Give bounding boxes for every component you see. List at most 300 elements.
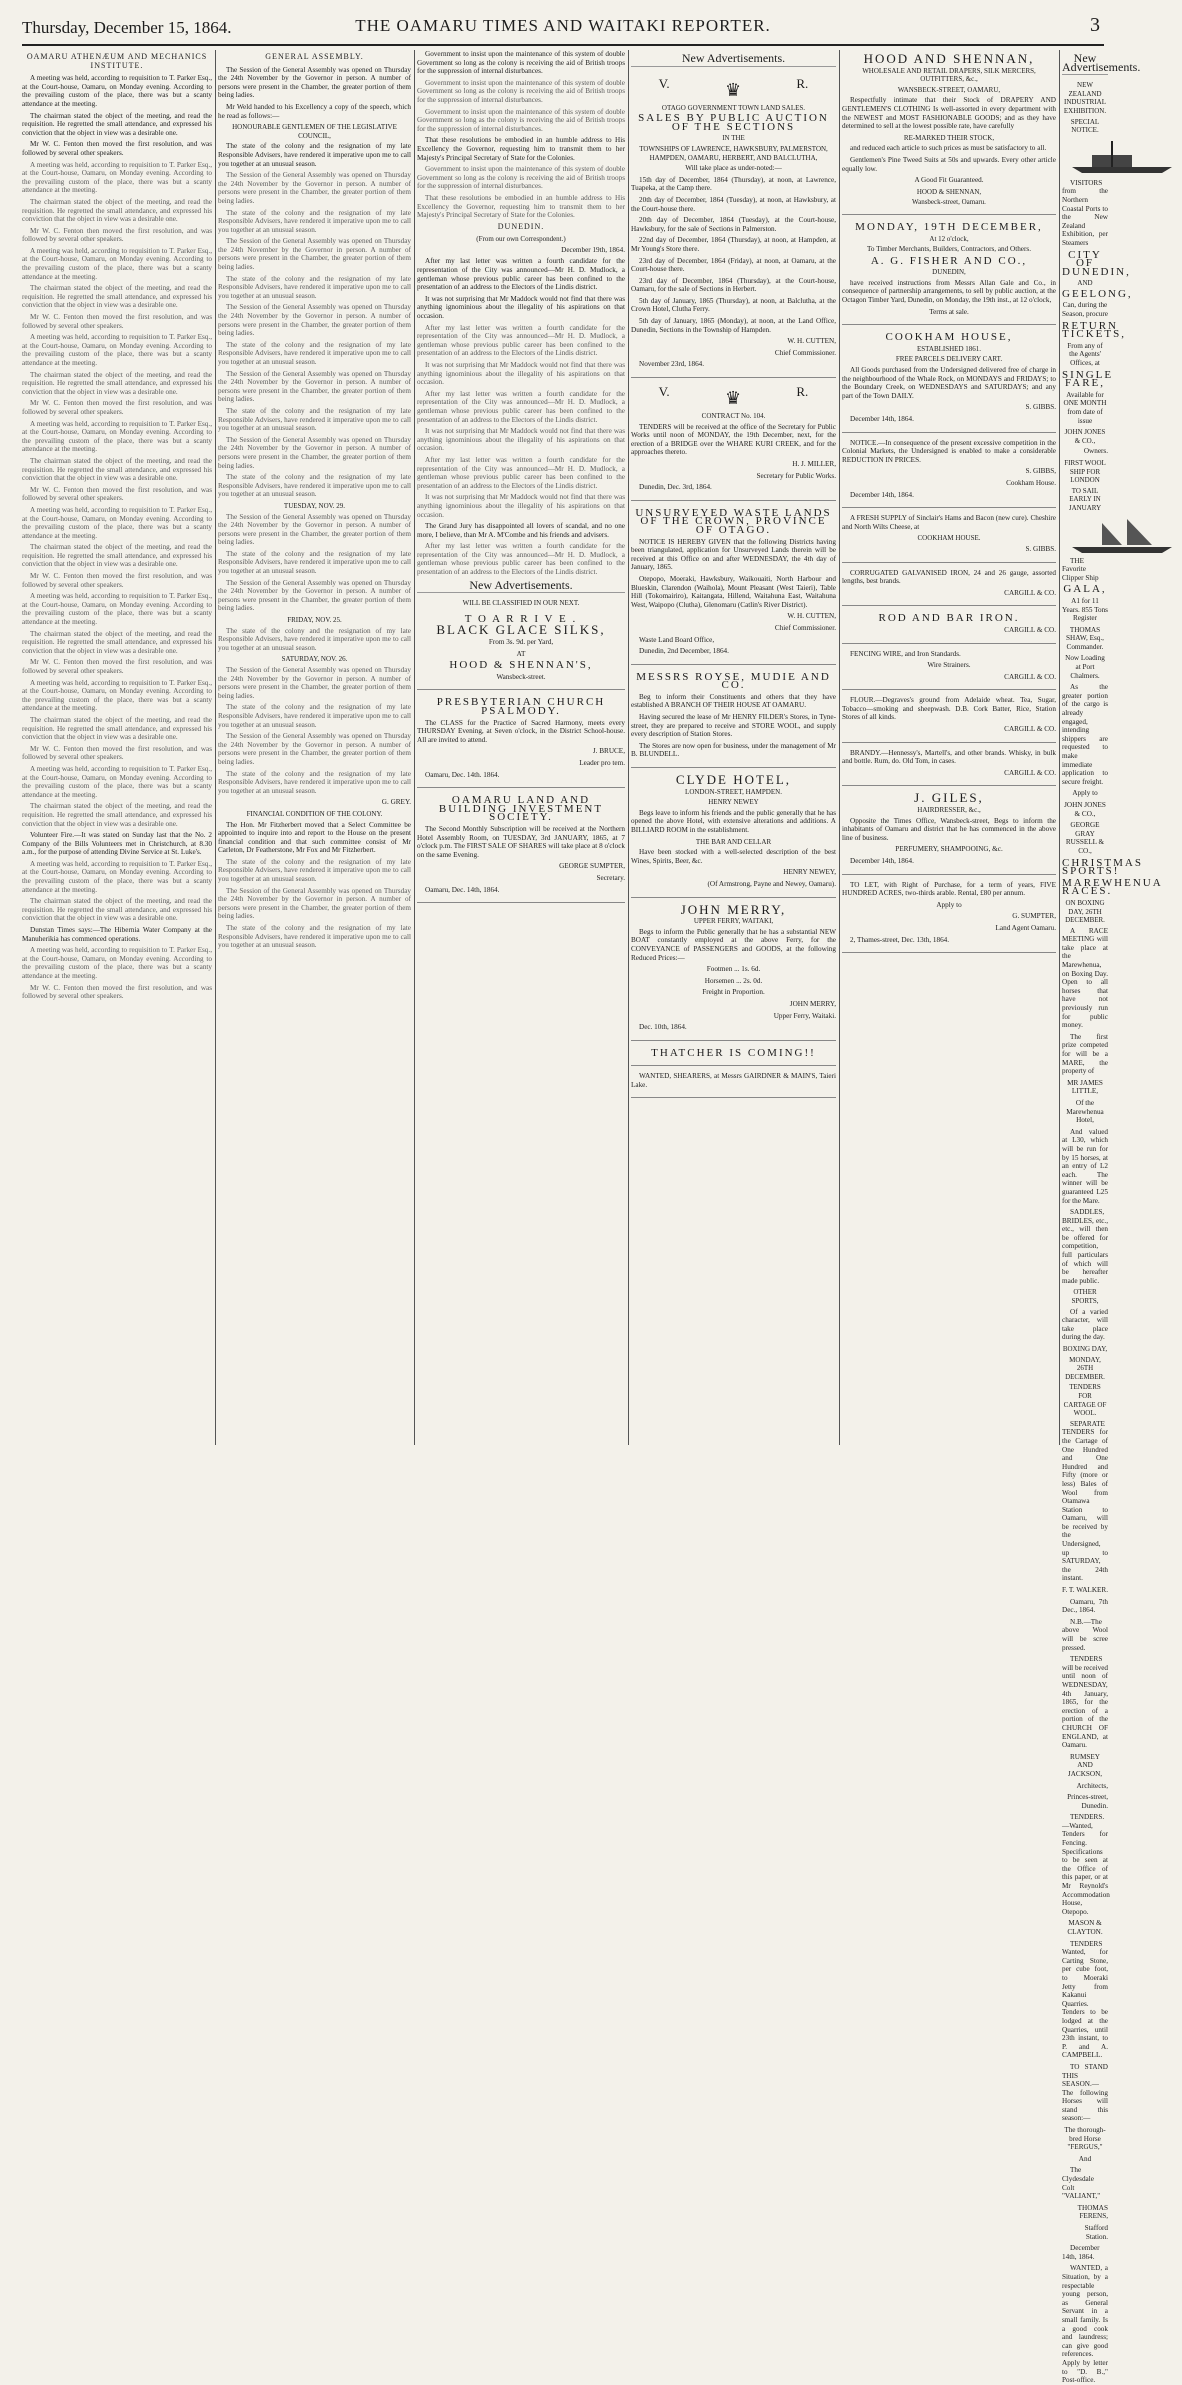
article-paragraph: The chairman stated the object of the meeting, and read the requisition. He regretted the small attendance, and expressed his conviction that the object in view was a desirable one. [22, 715, 212, 742]
parcels-title: FREE PARCELS DELIVERY CART. [895, 355, 1003, 364]
advert-body: SEPARATE TENDERS for the Cartage of One Hundred and One Hundred and Fifty (more or less) Bales of Wool from Otamawa Station to Oamaru, will be received by the Undersigned, up to SATURDAY, the 24th instant. [1062, 1419, 1108, 1583]
waste-title: UNSURVEYED WASTE LANDS OF THE CROWN, PROVINCE OF OTAGO. [635, 506, 832, 536]
article-paragraph: A meeting was held, according to requisition to T. Parker Esq., at the Court-house, Oamaru, on Monday evening. According to the prevailing custom of the place, there was but a scanty attendance at the meeting. [22, 160, 212, 195]
column-divider [628, 50, 629, 1445]
sail-title: TO SAIL EARLY IN JANUARY [1068, 486, 1102, 512]
hams-at: COOKHAM HOUSE. [917, 534, 981, 543]
contract-title: CONTRACT No. 104. [701, 412, 766, 421]
article-paragraph: The Session of the General Assembly was opened on Thursday the 24th November by the Governor in person. A number of persons were present in the Chamber, the greater portion of them being ladies. [218, 237, 411, 272]
races-title: MAREWHENUA RACES. [1062, 876, 1163, 898]
and-text: AND [1077, 279, 1093, 288]
to-arrive-heading: T O A R R I V E . [464, 612, 578, 625]
advert-body: From any of the Agents' Offices, at [1067, 341, 1103, 368]
presbyterian-advert [417, 693, 625, 788]
column-2 [218, 50, 411, 1445]
article-paragraph: The chairman stated the object of the meeting, and read the requisition. He regretted the small attendance, and expressed his conviction that the object in view was a desirable one. [22, 629, 212, 655]
cypher-v: V. [658, 75, 670, 91]
boxing-day: BOXING DAY, [1062, 1345, 1108, 1353]
assembly-heading: GENERAL ASSEMBLY. [265, 52, 364, 61]
advert-signature: MASON & CLAYTON. [1067, 1919, 1103, 1936]
cypher-v: V. [658, 384, 670, 400]
boxing-title: ON BOXING DAY, 26TH DECEMBER. [1065, 898, 1105, 925]
timber-to: To Timber Merchants, Builders, Contractors, and Others. [867, 245, 1031, 254]
article-paragraph: A meeting was held, according to requisition to T. Parker Esq., at the Court-house, Oamaru, on Monday evening. According to the prevailing custom of the place, there was but a scanty attendance at the meeting. [22, 946, 212, 980]
thatcher-advert [631, 1044, 836, 1067]
fare-line: Horsemen ... 2s. 0d. [704, 976, 763, 985]
article-paragraph: The chairman stated the object of the meeting, and read the requisition. He regretted the small attendance, and expressed his conviction that the object in view was a desirable one. [22, 284, 212, 310]
sales-in: IN THE [722, 134, 745, 143]
article-paragraph: A meeting was held, according to requisition to T. Parker Esq., at the Court-house, Oamaru, on Monday evening. According to the prevailing custom of the place, there was but a scanty attendance at the meeting. [22, 419, 212, 454]
silks-at: AT [516, 649, 526, 658]
race-owner: MR JAMES LITTLE, [1067, 1078, 1103, 1096]
article-paragraph: Mr W. C. Fenton then moved the first resolution, and was followed by several other speakers. [22, 744, 212, 762]
article-paragraph: Government to insist upon the maintenance of this system of double Government so long as the colony is receiving the aid of British troops for the suppression of internal disturbances. [417, 165, 625, 191]
silks-price: From 3s. 9d. per Yard, [488, 638, 554, 647]
hams-advert [842, 511, 1056, 562]
crown-icon: ♛ [724, 79, 742, 100]
advert-role: Stafford Station. [1084, 2224, 1108, 2241]
advert-body: TENDERS will be received at the office of the Secretary for Public Works until noon of MONDAY, the 19th December, next, for the erection of a BRIDGE over the WHARE KURI CREEK, and for the approaches thereto. [631, 422, 836, 457]
gala-name: GALA, [1063, 583, 1107, 596]
advert-role: Secretary for Public Works. [756, 471, 836, 480]
article-paragraph: A meeting was held, according to requisition to T. Parker Esq., at the Court-house, Oamaru, on Monday evening. According to the prevailing custom of the place, there was but a scanty attendance at the meeting. [22, 505, 212, 540]
advert-body: WANTED, SHEARERS, at Messrs GAIRDNER & MAIN'S, Taieri Lake. [631, 1072, 836, 1089]
advert-body: PERFUMERY, SHAMPOOING, &c. [895, 845, 1003, 854]
article-paragraph: The chairman stated the object of the meeting, and read the requisition. He regretted the small attendance, and expressed his conviction that the object in view was a desirable one. [22, 111, 212, 137]
article-paragraph: The state of the colony and the resignation of my late Responsible Advisers, have rendered it imperative upon me to call you together at an unusual season. [218, 274, 411, 300]
advert-signature: W. H. CUTTEN, [787, 337, 836, 346]
advert-signature: HOOD & SHENNAN, [916, 187, 982, 196]
race-hotel: Of the Marewhenua Hotel, [1066, 1098, 1104, 1125]
advert-body: Can, during the Season, procure [1062, 301, 1108, 319]
advert-body: have received instructions from Messrs Allan Gale and Co., in consequence of partnership arrangements, to sell by public auction, at the Octagon Timber Yard, Dunedin, on Monday, the 19th inst., at 12 o'clock, [842, 278, 1056, 305]
advert-role: Leader pro tem. [579, 758, 625, 767]
iron-advert [842, 566, 1056, 607]
royse-advert [631, 668, 836, 768]
return-tickets: RETURN TICKETS, [1062, 319, 1126, 341]
advert-signature: JOHN JONES & CO., [1064, 428, 1106, 445]
date-heading: SATURDAY, NOV. 26. [281, 655, 348, 664]
article-paragraph: Mr W. C. Fenton then moved the first resolution, and was followed by several other speakers. [22, 313, 212, 330]
article-paragraph: A meeting was held, according to requisition to T. Parker Esq., at the Court-house, Oamaru, on Monday evening. According to the prevailing custom of the place, there was but a scanty attendance at the meeting. [22, 246, 212, 281]
classified-notice: WILL BE CLASSIFIED IN OUR NEXT. [462, 599, 580, 608]
article-paragraph: The state of the colony and the resignation of my late Responsible Advisers, have rendered it imperative upon me to call you together at an unusual season. [218, 857, 411, 884]
advert-date: Oamaru, Dec. 14th, 1864. [425, 885, 500, 894]
sale-item: 20th day of December, 1864 (Tuesday), at noon, at Hawksbury, at the Court-house there. [631, 195, 836, 213]
advert-body: A RACE MEETING will take place at the Marewhenua, on Boxing Day. Open to all horses that have not previously run for public money. [1062, 926, 1108, 1030]
sale-item: 22nd day of December, 1864 (Thursday), at noon, at Hampden, at Mr Young's Store there. [631, 236, 836, 253]
article-paragraph: The Session of the General Assembly was opened on Thursday the 24th November by the Governor in person. A number of persons were present in the Chamber, the greater portion of them being ladies. [218, 578, 411, 613]
ship-name: GEELONG, [1062, 287, 1133, 300]
flour-advert [842, 693, 1056, 742]
rod-iron-advert [842, 609, 1056, 643]
signature: G. GREY. [381, 798, 411, 807]
hood-shennan-advert [842, 50, 1056, 215]
advert-date: Oamaru, 7th Dec., 1864. [1062, 1597, 1108, 1615]
article-paragraph: The state of the colony and the resignation of my late Responsible Advisers, have rendered it imperative upon me to call you together at an unusual season. [218, 142, 411, 168]
masthead [22, 8, 1104, 46]
hood-street: WANSBECK-STREET, OAMARU, [897, 85, 1001, 94]
advert-role: Chief Commissioner. [774, 623, 836, 632]
article-paragraph: The Session of the General Assembly was opened on Thursday the 24th November by the Governor in person. A number of persons were present in the Chamber, the greater portion of them being ladies. [218, 666, 411, 700]
let-apply: Apply to [936, 900, 962, 909]
merry-address: UPPER FERRY, WAITAKI, [693, 917, 774, 926]
article-paragraph: The state of the colony and the resignation of my late Responsible Advisers, have rendered it imperative upon me to call you together at an unusual season. [218, 208, 411, 234]
advert-body: Now Loading at Port Chalmers. [1065, 654, 1105, 680]
advert-body: TENDERS will be received until noon of WEDNESDAY, 4th January, 1865, for the erection of a portion of the CHURCH OF ENGLAND, at Oamaru. [1062, 1655, 1108, 1750]
advert-body: CORRUGATED GALVANISED IRON, 24 and 26 gauge, assorted lengths, best brands. [842, 568, 1056, 586]
advert-body: VISITORS from the Northern Coastal Ports to the New Zealand Exhibition, per Steamers [1062, 178, 1108, 247]
crown-icon: ♛ [724, 388, 742, 409]
column-1 [22, 50, 212, 1445]
advert-date: December 14th, 1864. [850, 415, 914, 423]
advert-signature: HENRY NEWEY, [783, 868, 836, 877]
column-divider [414, 50, 415, 1445]
sale-item: 5th day of January, 1865 (Monday), at noon, at the Land Office, Dunedin, Sections in the Township of Hampden. [631, 317, 836, 334]
advert-body: Opposite the Times Office, Wansbeck-street, Begs to inform the inhabitants of Oamaru and district that he has commenced in the above line of business. [842, 816, 1056, 842]
article-paragraph: A meeting was held, according to requisition to T. Parker Esq., at the Court-house, Oamaru, on Monday evening. According to the prevailing custom of the place, there was but a scanty attendance at the meeting. [22, 74, 212, 108]
single-fare: SINGLE FARE, [1062, 368, 1114, 390]
royal-cypher [631, 384, 836, 409]
shearers-advert [631, 1069, 836, 1098]
fencing-advert [842, 647, 1056, 691]
advert-body: The thorough-bred Horse "FERGUS," [1064, 2126, 1106, 2152]
advert-signature: H. J. MILLER, [792, 460, 836, 468]
new-advertisements-heading: New Advertisements. [631, 54, 836, 67]
sales-title: SALES BY PUBLIC AUCTION OF THE SECTIONS [638, 112, 829, 133]
land-society-advert [417, 791, 625, 903]
advert-body: A1 for 11 Years. 855 Tons Register [1062, 596, 1108, 623]
article-paragraph: Dunstan Times says:—The Hibernia Water Company at the Manuherikia has commenced operations. [22, 926, 212, 943]
advert-role: Cookham House. [1006, 478, 1056, 487]
article-paragraph: Mr W. C. Fenton then moved the first resolution, and was followed by several other speakers. [22, 658, 212, 675]
advert-date: December 14th, 1864. [1062, 2244, 1100, 2261]
article-paragraph: The state of the colony and the resignation of my late Responsible Advisers, have rendered it imperative upon me to call you together at an unusual season. [218, 549, 411, 576]
advert-signature: GEORGE GRAY RUSSELL & CO., [1065, 821, 1105, 855]
bar-cellar-heading: THE BAR AND CELLAR [695, 837, 772, 846]
advert-body: THOMAS SHAW, Esq., Commander. [1066, 625, 1104, 651]
ship-name: CITY OF DUNEDIN, [1062, 248, 1131, 278]
fence-title: FENCING WIRE, and Iron Standards. [850, 649, 961, 658]
article-paragraph: Government to insist upon the maintenance of this system of double Government so long as the colony is receiving the aid of British troops for the suppression of internal disturbances. [417, 78, 625, 104]
advert-signature: J. BRUCE, [592, 747, 625, 756]
advert-body: The Clydesdale Colt "VALIANT," [1062, 2166, 1101, 2201]
special-notice: SPECIAL NOTICE. [1070, 117, 1100, 135]
dunedin-heading: DUNEDIN. [497, 221, 545, 231]
article-paragraph: The Hon. Mr Fitzherbert moved that a Select Committee be appointed to inquire into and report to the House on the present financial condition and that such committee consist of Mr Carleton, Dr Featherstone, Mr Fox and Mr Fitzherbert. [218, 820, 411, 855]
steamship-icon [1062, 137, 1182, 177]
column-divider [839, 50, 840, 1445]
sale-item: 5th day of January, 1865 (Thursday), at noon, at Balclutha, at the Crown Hotel, Clutha Ferry. [631, 296, 836, 314]
land-society-title: OAMARU LAND AND BUILDING INVESTMENT SOCIETY. [438, 794, 604, 824]
advert-body: NOTICE IS HEREBY GIVEN that the following Districts having been triangulated, application for Unsurveyed Lands therein will be received at this Office on and after WEDNESDAY, the 4th day of January, 1865. [631, 537, 836, 572]
otago-title: OTAGO GOVERNMENT TOWN LAND SALES. [661, 103, 806, 112]
clyde-address: LONDON-STREET, HAMPDEN. [685, 787, 782, 796]
advert-date: Oamaru, Dec. 14th. 1864. [425, 770, 500, 779]
advert-role: Architects, [1076, 1781, 1108, 1790]
advert-body: Beg to inform their Constituents and others that they have established A BRANCH OF THEIR HOUSE AT OAMARU. [631, 692, 836, 710]
advert-terms: Terms at sale. [929, 307, 969, 316]
article-paragraph: Mr W. C. Fenton then moved the first resolution, and was followed by several other speakers. [22, 485, 212, 503]
article-paragraph: Mr W. C. Fenton then moved the first resolution, and was followed by several other speakers. [22, 226, 212, 244]
article-paragraph: After my last letter was written a fourth candidate for the representation of the City was announced—Mr H. D. Mudlock, a gentleman whose previous public career has been confined to the presentation of an address to the Electors of the Lindis district. [417, 455, 625, 490]
advert-date: Dunedin, 2nd December, 1864. [639, 647, 729, 656]
advert-date: November 23rd, 1864. [639, 360, 705, 369]
advert-body: And valued at L30, which will be run for by 15 horses, at an entry of L2 each. The winner will be guaranteed L25 for the Mare. [1062, 1127, 1108, 1205]
silks-advert [417, 610, 625, 691]
issue-date: Thursday, December 15, 1864. [22, 18, 232, 37]
advert-body: TO STAND THIS SEASON.—The following Horses will stand this season:— [1062, 2062, 1108, 2123]
article-paragraph: The state of the colony and the resignation of my late Responsible Advisers, have rendered it imperative upon me to call you together at an unusual season. [218, 703, 411, 729]
advert-body: Begs leave to inform his friends and the public generally that he has opened the above Hotel, with extensive alterations and additions. A BILLIARD ROOM in the establishment. [631, 808, 836, 834]
article-paragraph: It was not surprising that Mr Maddock would not find that there was anything ignominious about the illegality of his aspirations on that occasion. [417, 493, 625, 519]
article-paragraph: That these resolutions be embodied in an humble address to His Excellency the Governor, requesting him to transmit them to her Majesty's Principal Secretary of State for the Colonies. [417, 136, 625, 162]
article-paragraph: A meeting was held, according to requisition to T. Parker Esq., at the Court-house, Oamaru, on Monday evening. According to the prevailing custom of the place, there was but a scanty attendance at the meeting. [22, 333, 212, 367]
article-paragraph: Mr Weld handed to his Excellency a copy of the speech, which he read as follows:— [218, 102, 411, 120]
article-paragraph: That these resolutions be embodied in an humble address to His Excellency the Governor, requesting him to transmit them to her Majesty's Principal Secretary of State for the Colonies. [417, 193, 625, 220]
advert-body: A FRESH SUPPLY of Sinclair's Hams and Bacon (new cure). Cheshire and North Wilts Cheese, at [842, 514, 1056, 531]
article-paragraph: Volunteer Fire.—It was stated on Sunday last that the No. 2 Company of the Bills Volunteers met in Christchurch, at 8.30 a.m., for the purpose of attending Divine Service at St. Luke's. [22, 831, 212, 857]
article-paragraph: The chairman stated the object of the meeting, and read the requisition. He regretted the small attendance, and expressed his conviction that the object in view was a desirable one. [22, 197, 212, 224]
clyde-owner: HENRY NEWEY [708, 798, 759, 807]
page-number: 3 [1090, 14, 1100, 36]
advert-role: Wansbeck-street, Oamaru. [912, 198, 986, 207]
sale-item: 20th day of December, 1864 (Tuesday), at the Court-house, Hawksbury, for the sale of Sections in Palmerston. [631, 216, 836, 233]
advert-body: SADDLES, BRIDLES, etc., etc., will then be offered for competition, full particulars of which will be hereafter made public. [1062, 1208, 1108, 1285]
column-divider [1059, 50, 1060, 1445]
silks-firm: HOOD & SHENNAN'S, [449, 659, 593, 672]
article-paragraph: Government to insist upon the maintenance of this system of double Government so long as the colony is receiving the aid of British troops for the suppression of internal disturbances. [417, 107, 625, 133]
dunedin-date: December 19th, 1864. [561, 245, 625, 254]
advert-body: And [1078, 2154, 1092, 2163]
article-paragraph: The state of the colony and the resignation of my late Responsible Advisers, have rendered it imperative upon me to call you together at an unusual season. [218, 924, 411, 950]
advert-body: Respectfully intimate that their Stock of DRAPERY AND GENTLEMEN'S CLOTHING Is well-assorted in every department with the NEWEST and MOST FASHIONABLE GOODS; and as they have determined to sell at the lowest possible rate, have carefully [842, 96, 1056, 131]
article-paragraph: The state of the colony and the resignation of my late Responsible Advisers, have rendered it imperative upon me to call you together at an unusual season. [218, 473, 411, 499]
article-paragraph: The state of the colony and the resignation of my late Responsible Advisers, have rendered it imperative upon me to call you together at an unusual season. [218, 769, 411, 795]
advert-date: Dunedin, Dec. 3rd, 1864. [639, 483, 712, 492]
advert-signature: F. T. WALKER. [1062, 1586, 1108, 1595]
article-paragraph: After my last letter was written a fourth candidate for the representation of the City was announced—Mr H. D. Mudlock, a gentleman whose previous public career has been confined to the presentation of an address to the Electors of the Lindis district. [417, 542, 625, 577]
fisher-sub: DUNEDIN, [932, 268, 966, 277]
merry-ferry-advert [631, 901, 836, 1041]
advert-signature: CARGILL & CO. [1004, 725, 1056, 734]
advert-role: Princes-street, Dunedin. [1067, 1793, 1108, 1810]
giles-advert [842, 789, 1056, 874]
article-paragraph: The Session of the General Assembly was opened on Thursday the 24th November by the Governor in person. A number of persons were present in the Chamber, the greater portion of them being ladies. [218, 369, 411, 404]
cypher-r: R. [796, 384, 809, 400]
advert-body: The Second Monthly Subscription will be received at the Northern Hotel Assembly Room, on TUESDAY, 3rd JANUARY, 1865, at 7 o'clock p.m. The FIRST SALE OF SHARES will take place at 8 o'clock on the same Evening. [417, 824, 625, 859]
article-paragraph: The chairman stated the object of the meeting, and read the requisition. He regretted the small attendance, and expressed his conviction that the object in view was a desirable one. [22, 456, 212, 483]
article-paragraph: A meeting was held, according to requisition to T. Parker Esq., at the Court-house, Oamaru, on Monday evening. According to the prevailing custom of the place, there was but a scanty attendance at the meeting. [22, 764, 212, 799]
advert-body: Apply to [1072, 789, 1098, 798]
exhibition-title: NEW ZEALAND INDUSTRIAL EXHIBITION. [1063, 81, 1107, 115]
advert-signature: W. H. CUTTEN, [787, 612, 836, 621]
article-paragraph: The chairman stated the object of the meeting, and read the requisition. He regretted the small attendance, and expressed his conviction that the object in view was a desirable one. [22, 543, 212, 569]
other-sports: OTHER SPORTS, [1071, 1288, 1099, 1306]
article-paragraph: The chairman stated the object of the meeting, and read the requisition. He regretted the small attendance, and expressed his conviction that the object in view was a desirable one. [22, 802, 212, 828]
article-paragraph: After my last letter was written a fourth candidate for the representation of the City was announced—Mr H. D. Mudlock, a gentleman whose previous public career has been confined to the presentation of an address to the Electors of the Lindis district. [417, 323, 625, 358]
new-advertisements-heading: New Advertisements. [417, 581, 625, 594]
article-paragraph: The state of the colony and the resignation of my late Responsible Advisers, have rendered it imperative upon me to call you together at an unusual season. [218, 340, 411, 366]
article-paragraph: The Session of the General Assembly was opened on Thursday the 24th November by the Governor in person. A number of persons were present in the Chamber, the greater portion of them being ladies. [218, 435, 411, 470]
advert-signature: CARGILL & CO. [1004, 625, 1056, 634]
fare-line: Footmen ... 1s. 6d. [706, 965, 761, 974]
advert-signature: JOHN MERRY, [789, 999, 836, 1008]
timber-time: At 12 o'clock, [929, 234, 969, 243]
sales-held: Will take place as under-noted:— [685, 164, 782, 173]
clyde-title: CLYDE HOTEL, [675, 772, 792, 788]
advert-body: The CLASS for the Practice of Sacred Harmony, meets every THURSDAY Evening, at Seven o'clock, in the District School-house. All are invited to attend. [417, 718, 625, 744]
giles-sub: HAIRDRESSER, &c., [917, 806, 981, 815]
waste-lands-advert [631, 504, 836, 665]
financial-heading: FINANCIAL CONDITION OF THE COLONY. [246, 809, 383, 818]
advert-body: BRANDY.—Hennessy's, Martell's, and other brands. Whisky, in bulk and bottle. Rum, do. Old Tom, in cases. [842, 748, 1056, 766]
advert-signature: JOHN JONES & CO., [1064, 800, 1106, 818]
silks-title: BLACK GLACE SILKS, [436, 622, 606, 638]
new-advertisements-heading: New Advertisements. [1062, 51, 1141, 74]
article-paragraph: The Session of the General Assembly was opened on Thursday the 24th November by the Governor in person. A number of persons were present in the Chamber, the greater portion of them being ladies. [218, 303, 411, 338]
article-paragraph: After my last letter was written a fourth candidate for the representation of the City was announced—Mr H. D. Mudlock, a gentleman whose previous public career has been confined to the presentation of an address to the Electors of the Lindis district. [417, 257, 625, 292]
remarked-heading: RE-MARKED THEIR STOCK, [903, 133, 995, 142]
address-heading: HONOURABLE GENTLEMEN OF THE LEGISLATIVE COUNCIL, [232, 123, 397, 140]
advert-body: THE Favorite Clipper Ship [1062, 556, 1099, 582]
article-paragraph: The Session of the General Assembly was opened on Thursday the 24th November by the Governor in person. A number of persons were present in the Chamber, the greater portion of them being ladies. [218, 732, 411, 766]
advert-date: Dec. 10th, 1864. [639, 1023, 687, 1032]
advert-body: TENDERS.—Wanted, Tenders for Fencing. Specifications to be seen at the Office of this paper, or at Mr Reynold's Accommodation House, Otepopo. [1062, 1813, 1110, 1916]
silks-street: Wansbeck-street. [496, 672, 546, 681]
advert-signature: S. GIBBS. [1025, 403, 1056, 412]
article-paragraph: It was not surprising that Mr Maddock would not find that there was anything ignominious about the illegality of his aspirations on that occasion. [417, 294, 625, 321]
article-paragraph: The chairman stated the object of the meeting, and read the requisition. He regretted the small attendance, and expressed his conviction that the object in view was a desirable one. [22, 370, 212, 396]
brandy-advert [842, 746, 1056, 787]
article-paragraph: The state of the colony and the resignation of my late Responsible Advisers, have rendered it imperative upon me to call you together at an unusual season. [218, 406, 411, 433]
article-paragraph: It was not surprising that Mr Maddock would not find that there was anything ignominious about the illegality of his aspirations on that occasion. [417, 361, 625, 387]
advert-role: (Of Armstrong, Payne and Newey, Oamaru). [707, 879, 836, 888]
article-paragraph: The state of the colony and the resignation of my late Responsible Advisers, have rendered it imperative upon me to call you together at an unusual season. [218, 626, 411, 652]
advert-role: Upper Ferry, Waitaki. [773, 1011, 836, 1020]
advert-body: N.B.—The above Wool will be scree pressed. [1062, 1617, 1108, 1652]
clyde-hotel-advert [631, 771, 836, 898]
thatcher-title: THATCHER IS COMING!! [651, 1046, 816, 1059]
advert-body: The first prize competed for will be a MARE, the property of [1062, 1032, 1108, 1076]
advert-signature: THOMAS FERENS, [1077, 2203, 1108, 2221]
advert-body: Of a varied character, will take place during the day. [1062, 1307, 1108, 1342]
article-paragraph: The Session of the General Assembly was opened on Thursday the 24th November by the Governor in person. A number of persons were present in the Chamber, the greater portion of them being ladies. [218, 65, 411, 100]
boxing-date: MONDAY, 26TH DECEMBER. [1065, 1355, 1105, 1381]
article-paragraph: Government to insist upon the maintenance of this system of double Government so long as the colony is receiving the aid of British troops for the suppression of internal disturbances. [417, 50, 625, 76]
fare-line: Freight in Proportion. [702, 988, 765, 997]
advert-body: NOTICE.—In consequence of the present excessive competition in the Colonial Markets, the Undersigned is enabled to make a considerable REDUCTION IN PRICES. [842, 438, 1056, 464]
column-6 [1062, 50, 1163, 2385]
dunedin-subheading: (From our own Correspondent.) [476, 235, 566, 244]
contract-advert [631, 381, 836, 501]
advert-body: Have been stocked with a well-selected description of the best Wines, Spirits, Beer, &c. [631, 848, 836, 865]
advert-body: As the greater portion of the cargo is already engaged, intending shippers are requested to make immediate application to secure freight. [1062, 683, 1108, 786]
sale-item: 23rd day of December, 1864 (Friday), at noon, at Oamaru, at the Court-house there. [631, 256, 836, 274]
notice-advert [842, 436, 1056, 509]
article-paragraph: A meeting was held, according to requisition to T. Parker Esq., at the Court-house, Oamaru, on Monday evening. According to the prevailing custom of the place, there was but a scanty attendance at the meeting. [22, 859, 212, 894]
merry-title: JOHN MERRY, [680, 901, 787, 917]
advert-tagline: A Good Fit Guaranteed. [914, 176, 984, 185]
sale-item: 15th day of December, 1864 (Thursday), at noon, at Lawrence, Tuapeka, at the Camp there. [631, 175, 836, 193]
article-paragraph: Mr W. C. Fenton then moved the first resolution, and was followed by several other speakers. [22, 572, 212, 589]
article-paragraph: Mr W. C. Fenton then moved the first resolution, and was followed by several other speakers. [22, 140, 212, 157]
advert-body: TENDERS Wanted, for Carting Stone, per cube foot, to Moeraki Jetty from Kakanui Quarries. Tenders to be lodged at the Quarries, until 23th instant, to P. and A. CAMPBELL. [1062, 1939, 1108, 2060]
timber-date: MONDAY, 19TH DECEMBER, [855, 220, 1043, 233]
advert-signature: S. GIBBS, [1025, 467, 1056, 476]
advert-role: Owners. [1083, 447, 1108, 456]
advert-date: December 14th, 1864. [850, 857, 914, 865]
carting-title: TENDERS FOR CARTAGE OF WOOL. [1063, 1383, 1107, 1418]
to-let-advert [842, 878, 1056, 954]
advert-office: Waste Land Board Office, [639, 635, 715, 644]
advert-signature: G. SUMPTER, [1012, 912, 1056, 921]
advert-body: The Stores are now open for business, under the management of Mr B. BLUNDELL. [631, 741, 836, 759]
cookham-advert [842, 328, 1056, 432]
advert-body: Available for ONE MONTH from date of issue [1063, 390, 1107, 425]
advert-body: Begs to inform the Public generally that he has a substantial NEW BOAT constantly employed at the above Ferry, for the CONVEYANCE of PASSENGERS and GOODS, at the following Reduced Prices:— [631, 927, 836, 962]
article-paragraph: A meeting was held, according to requisition to T. Parker Esq., at the Court-house, Oamaru, on Monday evening. According to the prevailing custom of the place, there was but a scanty attendance at the meeting. [22, 678, 212, 713]
sale-item: 23rd day of December, 1864 (Thursday), at the Court-house, Oamaru, for the sale of Sections in Herbert. [631, 276, 836, 294]
article-paragraph: Mr W. C. Fenton then moved the first resolution, and was followed by several other speakers. [22, 983, 212, 1001]
hood-subtitle: WHOLESALE AND RETAIL DRAPERS, SILK MERCERS, OUTFITTERS, &c., [862, 66, 1036, 84]
article-paragraph: After my last letter was written a fourth candidate for the representation of the City was announced—Mr H. D. Mudlock, a gentleman whose previous public career has been confined to the presentation of an address to the Electors of the Lindis district. [417, 389, 625, 424]
cookham-title: COOKHAM HOUSE, [885, 331, 1013, 344]
advert-body: Having secured the lease of Mr HENRY FILDER's Stores, in Tyne-street, they are prepared to receive and STORE WOOL, and supply every description of Station Stores. [631, 713, 836, 739]
district-list: Otepopo, Moeraki, Hawksbury, Waikouaiti, North Harbour and Blueskin, Clarendon (Waihola), Mount Pleasant (West Taieri), Table Hill (Tokomairiro), Kaitangata, Hillend, Waitahuna East, Waitahuna West, Waipopo (Clutha), Glenomaru (Catlin's River District). [631, 574, 836, 609]
advert-body: and reduced each article to such prices as must be satisfactory to all. [850, 144, 1047, 153]
giles-title: J. GILES, [914, 790, 984, 806]
advert-signature: CARGILL & CO. [1004, 588, 1056, 597]
column-divider [215, 50, 216, 1445]
article-paragraph: The Session of the General Assembly was opened on Thursday the 24th November by the Governor in person. A number of persons were present in the Chamber, the greater portion of them being ladies. [218, 512, 411, 547]
column-5 [842, 50, 1056, 1445]
advert-date: December 14th, 1864. [850, 490, 914, 499]
wool-ship-title: FIRST WOOL SHIP FOR LONDON [1064, 458, 1106, 485]
sales-towns: TOWNSHIPS OF LAWRENCE, HAWKSBURY, PALMERSTON, HAMPDEN, OAMARU, HERBERT, AND BALCLUTHA, [639, 144, 828, 162]
town-land-sales-advert [631, 73, 836, 378]
hood-title: HOOD AND SHENNAN, [863, 51, 1035, 66]
advert-role: Chief Commissioner. [774, 348, 836, 357]
advert-body: Gentlemen's Pine Tweed Suits at 50s and upwards. Every other article equally low. [842, 155, 1056, 173]
column-4 [631, 50, 836, 1445]
newspaper-title: THE OAMARU TIMES AND WAITAKI REPORTER. [355, 16, 771, 35]
fence-sub: Wire Strainers. [927, 661, 971, 670]
article-paragraph: The Grand Jury has disappointed all lovers of scandal, and no one more, I believe, than Mr A. M'Combe and his friends and advisers. [417, 522, 625, 539]
column-3 [417, 50, 625, 1445]
advert-date: 2, Thames-street, Dec. 13th, 1864. [850, 935, 950, 944]
sports-title: CHRISTMAS SPORTS! [1062, 856, 1143, 878]
date-heading: TUESDAY, NOV. 29. [283, 501, 346, 510]
article-paragraph: The chairman stated the object of the meeting, and read the requisition. He regretted the small attendance, and expressed his conviction that the object in view was a desirable one. [22, 897, 212, 923]
advert-body: FLOUR.—Degraves's ground from Adelaide wheat. Tea, Sugar, Tobacco—smoking and sheepwash. D.B. Cork Batter, Rice, Station Stores of all kinds. [842, 696, 1056, 722]
presbyterian-title: PRESBYTERIAN CHURCH PSALMODY. [436, 696, 606, 717]
article-paragraph: Mr W. C. Fenton then moved the first resolution, and was followed by several other speakers. [22, 399, 212, 416]
article-paragraph: The Session of the General Assembly was opened on Thursday the 24th November by the Governor in person. A number of persons were present in the Chamber, the greater portion of them being ladies. [218, 171, 411, 205]
advert-body: All Goods purchased from the Undersigned delivered free of charge in the neighbourhood of the Whale Rock, on MONDAYS and FRIDAYS; to the Boundary Creek, on WEDNESDAYS and SATURDAYS; and any part of the Town DAILY. [842, 366, 1056, 400]
advert-signature: GEORGE SUMPTER, [559, 862, 625, 871]
advert-role: Secretary. [596, 873, 625, 882]
rod-title: ROD AND BAR IRON. [878, 612, 1020, 625]
article-paragraph: The Session of the General Assembly was opened on Thursday the 24th November by the Governor in person. A number of persons were present in the Chamber, the greater portion of them being ladies. [218, 886, 411, 921]
cookham-established: ESTABLISHED 1861. [917, 344, 981, 353]
timber-sale-advert [842, 218, 1056, 325]
royal-cypher [631, 75, 836, 100]
date-heading: FRIDAY, NOV. 25. [287, 616, 342, 625]
advert-signature: CARGILL & CO. [1004, 768, 1056, 777]
athenaeum-heading: OAMARU ATHENÆUM AND MECHANICS INSTITUTE. [26, 52, 208, 70]
advert-body: TO LET, with Right of Purchase, for a term of years, FIVE HUNDRED ACRES, two-thirds arable. Rental, £80 per annum. [842, 880, 1056, 898]
